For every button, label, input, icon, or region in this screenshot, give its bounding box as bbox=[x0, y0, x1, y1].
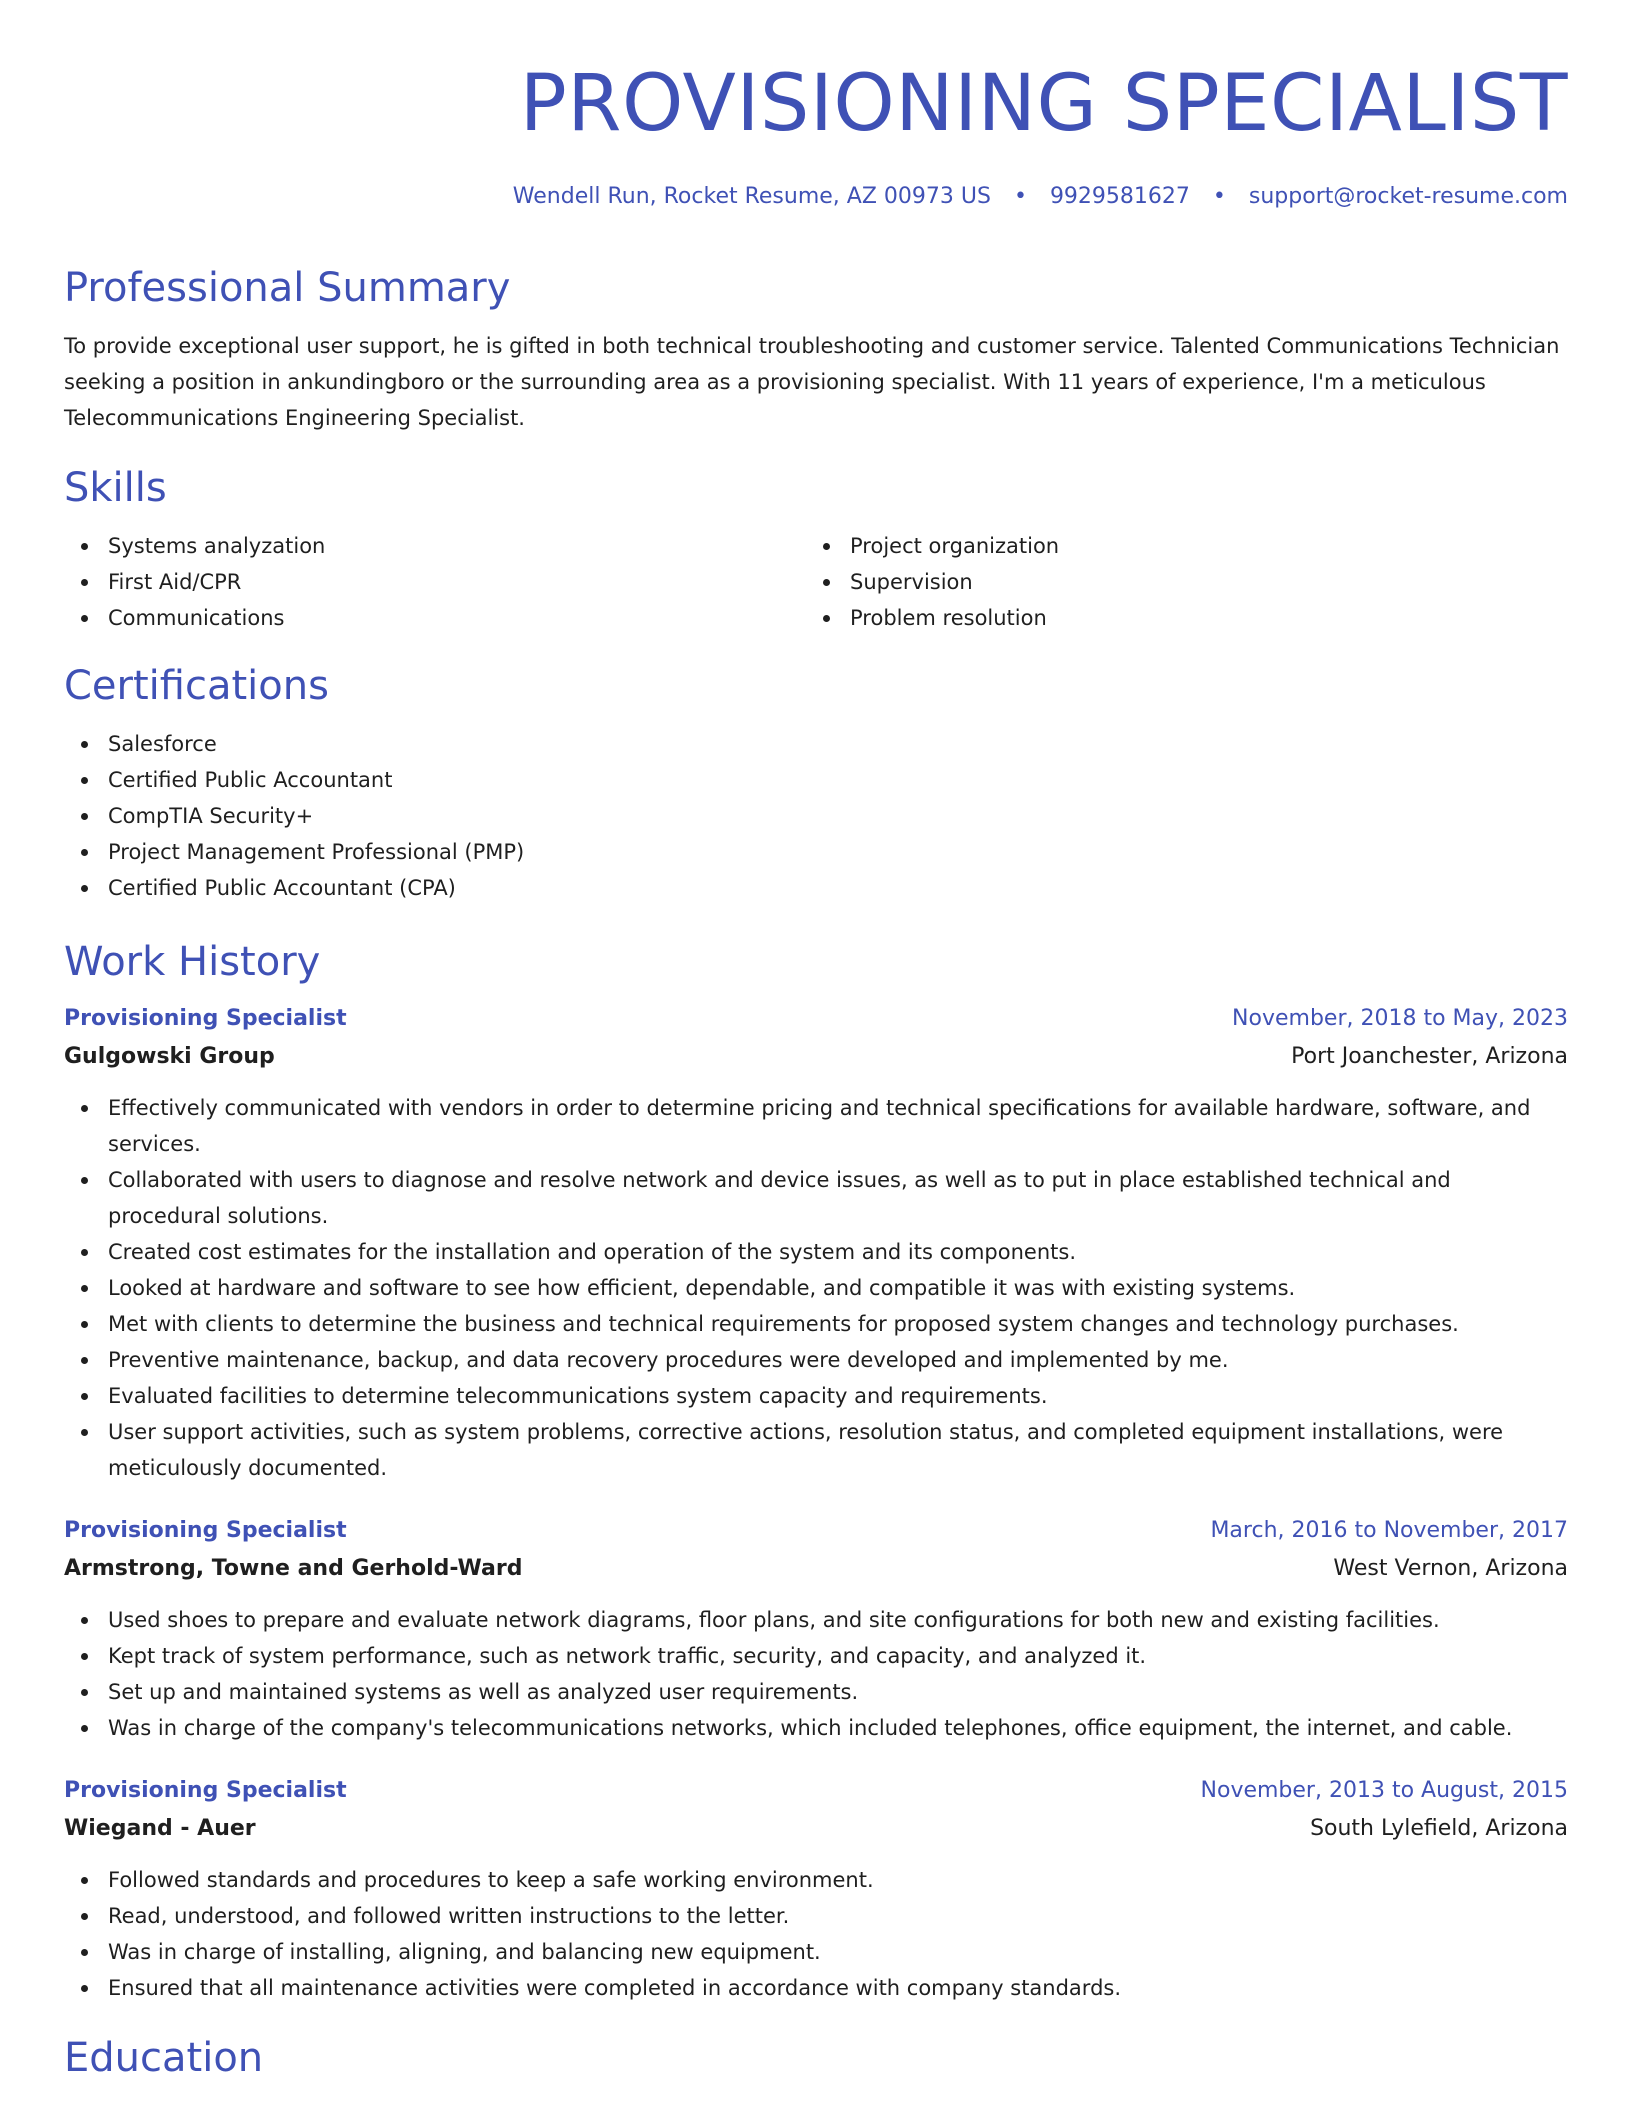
job-company: Gulgowski Group bbox=[64, 1044, 275, 1069]
job-entry bbox=[64, 1000, 1568, 1486]
certification-item: CompTIA Security+ bbox=[64, 798, 1568, 834]
summary-text: To provide exceptional user support, he is gifted in both technical troubleshooting and customer service. Talented Communications Technician seeking a position in ankundingboro or the surrounding area as a provisioning specialist. With 11 years of experience, I'm a meticulous Telecommunications Engineering Specialist. bbox=[64, 334, 1560, 430]
job-duties-list bbox=[64, 1862, 1568, 2006]
job-company-row bbox=[64, 1038, 1568, 1076]
summary-heading: Professional Summary bbox=[64, 265, 511, 311]
certifications-list bbox=[64, 726, 1568, 906]
skill-item: First Aid/CPR bbox=[64, 564, 806, 600]
work-history-section bbox=[64, 936, 1568, 2006]
job-duty-item: User support activities, such as system problems, corrective actions, resolution status, and completed equipment installations, were meticulously documented. bbox=[64, 1414, 1568, 1486]
certification-item: Certified Public Accountant (CPA) bbox=[64, 870, 1568, 906]
job-entry bbox=[64, 1512, 1568, 1746]
contact-line bbox=[64, 182, 1568, 212]
job-entry bbox=[64, 1772, 1568, 2006]
contact-email: support@rocket-resume.com bbox=[1248, 184, 1568, 209]
job-duty-item: Looked at hardware and software to see how efficient, dependable, and compatible it was with existing systems. bbox=[64, 1270, 1568, 1306]
job-duty-item: Preventive maintenance, backup, and data recovery procedures were developed and implemented by me. bbox=[64, 1342, 1568, 1378]
job-title: Provisioning Specialist bbox=[64, 1778, 347, 1803]
job-duty-item: Was in charge of installing, aligning, and balancing new equipment. bbox=[64, 1934, 1568, 1970]
certifications-heading: Certifications bbox=[64, 663, 329, 709]
skills-section bbox=[64, 462, 1568, 636]
job-header-row bbox=[64, 1512, 1568, 1550]
job-header-row bbox=[64, 1772, 1568, 1810]
job-duty-item: Followed standards and procedures to keep a safe working environment. bbox=[64, 1862, 1568, 1898]
certification-item: Certified Public Accountant bbox=[64, 762, 1568, 798]
certification-item: Project Management Professional (PMP) bbox=[64, 834, 1568, 870]
job-location: South Lylefield, Arizona bbox=[1310, 1816, 1568, 1841]
summary-section bbox=[64, 262, 1568, 436]
job-dates: November, 2018 to May, 2023 bbox=[1232, 1006, 1568, 1031]
job-duty-item: Kept track of system performance, such as network traffic, security, and capacity, and analyzed it. bbox=[64, 1638, 1568, 1674]
job-location: Port Joanchester, Arizona bbox=[1291, 1044, 1568, 1069]
job-dates: March, 2016 to November, 2017 bbox=[1210, 1518, 1568, 1543]
job-duty-item: Was in charge of the company's telecommunications networks, which included telephones, office equipment, the internet, and cable. bbox=[64, 1710, 1568, 1746]
job-duty-item: Created cost estimates for the installation and operation of the system and its components. bbox=[64, 1234, 1568, 1270]
skills-grid bbox=[64, 528, 1568, 636]
skill-item: Systems analyzation bbox=[64, 528, 806, 564]
job-duty-item: Effectively communicated with vendors in order to determine pricing and technical specifications for available hardware, software, and services. bbox=[64, 1090, 1568, 1162]
job-company: Armstrong, Towne and Gerhold-Ward bbox=[64, 1556, 523, 1581]
resume-title: PROVISIONING SPECIALIST bbox=[519, 59, 1568, 149]
skills-heading: Skills bbox=[64, 465, 167, 511]
education-section bbox=[64, 2032, 1568, 2084]
certifications-section bbox=[64, 660, 1568, 906]
job-duties-list bbox=[64, 1090, 1568, 1486]
skills-list-right bbox=[806, 528, 1548, 636]
resume-page bbox=[64, 0, 1568, 2084]
job-company-row bbox=[64, 1810, 1568, 1848]
job-duty-item: Collaborated with users to diagnose and resolve network and device issues, as well as to put in place established technical and procedural solutions. bbox=[64, 1162, 1568, 1234]
contact-separator: • bbox=[1212, 184, 1226, 209]
job-company: Wiegand - Auer bbox=[64, 1816, 256, 1841]
work-history-heading: Work History bbox=[64, 939, 321, 985]
job-title: Provisioning Specialist bbox=[64, 1006, 347, 1031]
skill-item: Supervision bbox=[806, 564, 1548, 600]
job-duty-item: Ensured that all maintenance activities were completed in accordance with company standards. bbox=[64, 1970, 1568, 2006]
skill-item: Problem resolution bbox=[806, 600, 1548, 636]
job-company-row bbox=[64, 1550, 1568, 1588]
certification-item: Salesforce bbox=[64, 726, 1568, 762]
contact-separator: • bbox=[1013, 184, 1027, 209]
job-duty-item: Read, understood, and followed written instructions to the letter. bbox=[64, 1898, 1568, 1934]
job-duty-item: Met with clients to determine the business and technical requirements for proposed system changes and technology purchases. bbox=[64, 1306, 1568, 1342]
job-duty-item: Evaluated facilities to determine telecommunications system capacity and requirements. bbox=[64, 1378, 1568, 1414]
job-location: West Vernon, Arizona bbox=[1333, 1556, 1568, 1581]
contact-address: Wendell Run, Rocket Resume, AZ 00973 US bbox=[512, 184, 991, 209]
job-header-row bbox=[64, 1000, 1568, 1038]
contact-phone: 9929581627 bbox=[1049, 184, 1190, 209]
job-dates: November, 2013 to August, 2015 bbox=[1200, 1778, 1568, 1803]
skills-list-left bbox=[64, 528, 806, 636]
skill-item: Communications bbox=[64, 600, 806, 636]
job-title: Provisioning Specialist bbox=[64, 1518, 347, 1543]
skill-item: Project organization bbox=[806, 528, 1548, 564]
job-duty-item: Set up and maintained systems as well as analyzed user requirements. bbox=[64, 1674, 1568, 1710]
job-duties-list bbox=[64, 1602, 1568, 1746]
education-heading: Education bbox=[64, 2035, 264, 2081]
job-duty-item: Used shoes to prepare and evaluate network diagrams, floor plans, and site configurations for both new and existing facilities. bbox=[64, 1602, 1568, 1638]
